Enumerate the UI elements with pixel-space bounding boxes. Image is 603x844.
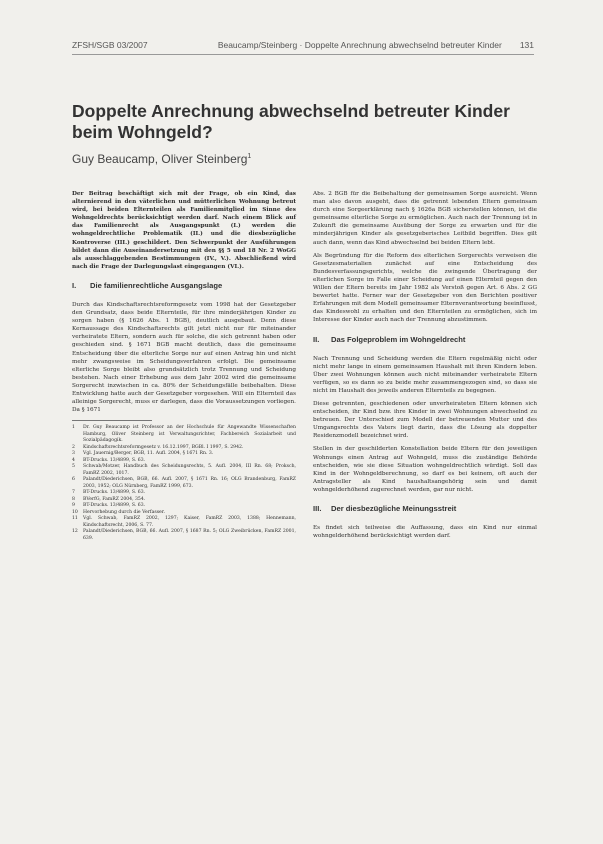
author-footnote-mark: 1 (247, 153, 252, 160)
footnote-number: 4 (72, 457, 75, 463)
article-authors (72, 152, 251, 166)
body-paragraph: Diese getrennten, geschiedenen oder unverheirateten Eltern können sich entscheiden, ihr Kind bzw. ihre Kinder in zwei Wohnungen abwechselnd zu betreuen. Der Unterschied zum Modell der betreuenden Mutter und des Umgangsrechts des Vaters liegt darin, dass die Lösung als doppelter Residenzmodell bezeichnet wird. (313, 400, 537, 440)
footnote (72, 464, 296, 477)
left-column (72, 190, 296, 542)
section-title: Das Folgeproblem im Wohngeldrecht (331, 334, 466, 344)
section-number: I. (72, 280, 77, 290)
journal-label: ZFSH/SGB 03/2007 (72, 40, 148, 50)
body-paragraph: Nach Trennung und Scheidung werden die Eltern regelmäßig nicht oder nicht mehr lange in einem gemeinsamen Haushalt mit ihren Kindern leben. Über zwei Wohnungen können auch nicht miteinander verheiratete Eltern verfügen, so es dann so zu beide mehr zusammengezogen sind, so dass sie nicht im Haushalt des jeweils anderen Elternteils zu begegnen. (313, 355, 537, 394)
footnote-text: BT-Drucks. 13/4899, S. 63. (83, 503, 146, 509)
body-paragraph: Abs. 2 BGB für die Beibehaltung der gemeinsamen Sorge ausreicht. Wenn man also davon ausgeht, dass die getrennt lebenden Eltern gemeinsam durch eine Sorgeerklärung nach § 1626a BGB sicherstellen können, ist die gemeinsame elterliche Sorge zu ermöglichen. Auch nach der Trennung ist in Zukunft die gemeinsame Ausübung der Sorge zu erwarten und für die minderjährigen Kinder als gesetzgeberisches Leitbild begriffen. Dies gilt auch dann, wenn das Kind abwechselnd bei beiden Eltern lebt. (313, 191, 537, 246)
footnote-number: 5 (72, 464, 75, 470)
section-title: Der diesbezügliche Meinungsstreit (331, 504, 457, 513)
footnote-text: BT-Drucks. 13/4899, S. 63. (83, 490, 146, 496)
footnote (72, 516, 296, 529)
footnote (72, 425, 296, 445)
footnote-number: 2 (72, 444, 75, 450)
footnotes (72, 425, 296, 542)
running-title: Beaucamp/Steinberg · Doppelte Anrechnung abwechselnd betreuter Kinder (217, 40, 502, 50)
section-heading-3 (313, 504, 537, 514)
footnote (72, 529, 296, 542)
footnote-text: BVerfG, FamRZ 2004, 354. (83, 496, 146, 502)
footnote-text: Kindschaftsrechtsreformgesetz v. 16.12.1997, BGBl. I 1997, S. 2942. (83, 444, 244, 450)
footnote-text: Schwab/Motzer, Handbuch des Scheidungsrechts, 5. Aufl. 2004, III Rn. 68; Proksch, FamRZ 2002, 1017. (83, 464, 296, 476)
body-paragraph: Es findet sich teilweise die Auffassung, dass ein Kind nur einmal wohngelderhöhend berücksichtigt werden darf. (313, 525, 537, 540)
footnote-number: 8 (72, 496, 75, 502)
footnote-number: 1 (72, 425, 75, 431)
section-heading-1 (72, 281, 296, 291)
footnote-number: 12 (72, 529, 78, 535)
footnote-divider (72, 420, 152, 421)
footnote-text: Vgl. Jauernig/Berger, BGB, 11. Aufl. 2004, § 1671 Rn. 3. (83, 451, 214, 457)
footnote-number: 11 (72, 516, 78, 522)
footnote-number: 9 (72, 503, 75, 509)
running-header (72, 40, 534, 55)
section-number: II. (313, 334, 320, 344)
footnote (72, 477, 296, 490)
footnote-number: 7 (72, 490, 75, 496)
body-paragraph: Stellen in der geschilderten Konstellation beide Eltern für den jeweiligen Wohnungs einen Antrag auf Wohngeld, muss die zuständige Behörde entscheiden, wie sie diese Situation wohngeldrechtlich würdigt. Soll das Kind in der Wohngeldberechnung, so darf es bei keinem, oft auch der Antragsteller als Kind haushaltsangehörig sein und damit wohngelderhöhend zugerechnet werden, gar nur nicht. (313, 446, 537, 493)
footnote-text: Vgl. Schwab, FamRZ 2002, 1297; Kaiser, FamRZ 2003, 1388; Hennemann, Kindschaftsrecht, 2006, S. 77. (83, 516, 296, 528)
footnote-text: Palandt/Diederichsen, BGB, 66. Aufl. 2007, § 1687 Rn. 5; OLG Zweibrücken, FamRZ 2001, 639. (83, 529, 296, 541)
footnote-text: Hervorhebung durch die Verfasser. (83, 509, 165, 515)
page-number: 131 (519, 40, 534, 50)
footnote-number: 3 (72, 451, 75, 457)
footnote-number: 10 (72, 509, 78, 515)
section-title: Die familienrechtliche Ausgangslage (90, 280, 223, 290)
author-names: Guy Beaucamp, Oliver Steinberg (72, 152, 248, 166)
footnote-text: Palandt/Diederichsen, BGB, 66. Aufl. 2007, § 1671 Rn. 16; OLG Brandenburg, FamRZ 2003, 1952; OLG Nürnberg, FamRZ 1999, 673. (83, 477, 296, 489)
body-paragraph: Durch das Kindschaftsrechtsreformgesetz vom 1998 hat der Gesetzgeber den Grundsatz, dass beide Elternteile, für ihre minderjährigen Kinder zu sorgen haben (§ 1626 Abs. 1 BGB), deutlich ausgebaut. Denn diese Kernaussage des Kindschaftsrechts gilt jetzt nicht nur für miteinander verheiratete Eltern, sondern auch für solche, die sich getrennt haben oder geschieden sind. § 1671 BGB macht deutlich, dass die gemeinsame Entscheidung über die elterliche Sorge nur auf einen Antrag hin und nicht mehr zwangsweise im Scheidungsverfahren erfolgt. Die gemeinsame elterliche Sorge bleibt also grundsätzlich trotz Trennung und Scheidung bestehen. Nach einer Erhebung aus dem Jahr 2002 wird die gemeinsame Sorgerecht inzwischen in ca. 80% der Scheidungsfälle beibehalten. Diese Entwicklung hatte auch der Gesetzgeber vorgesehen. Will ein Elternteil das alleinige Sorgerecht, muss er darlegen, dass die Voraussetzungen vorliegen. Da § 1671 (72, 301, 296, 414)
footnote-text: Dr. Guy Beaucamp ist Professor an der Hochschule für Angewandte Wissenschaften Hamburg, Oliver Steinberg ist Verwaltungsrichter, Fachbereich Sozialarbeit und Sozialpädagogik. (83, 425, 296, 444)
body-paragraph: Als Begründung für die Reform des elterlichen Sorgerechts verweisen die Gesetzesmaterialien zunächst auf eine Entscheidung des Bundesverfassungsgerichts, welche die zwingende Übertragung der elterlichen Sorge im Falle einer Scheidung auf einen Elternteil gegen den Willen der Eltern bereits im Jahr 1982 als Verstoß gegen Art. 6 Abs. 2 GG bewertet hatte. Ferner war der Gesetzgeber von den Berichten positiver Erfahrungen mit dem Modell gemeinsamer Elternverantwortung beeinflusst, das Kindeswohl zu erhalten und den Elternteilen zu ermöglichen, sich im Interesse der Kinder auch nach der Trennung abzustimmen. (313, 252, 537, 324)
right-column (313, 190, 537, 545)
section-number: III. (313, 504, 322, 513)
article-title: Doppelte Anrechnung abwechselnd betreuter Kinder beim Wohngeld? (72, 101, 510, 142)
footnote-text: BT-Drucks. 13/4899, S. 63. (83, 457, 146, 463)
abstract: Der Beitrag beschäftigt sich mit der Frage, ob ein Kind, das alternierend in den väterlichen und mütterlichen Wohnung betreut wird, bei beiden Elternteilen als Familienmitglied im Sinne des Wohngeldrechts berücksichtigt werden darf. Nach einem Blick auf das Familienrecht als Ausgangspunkt (I.) werden die wohngeldrechtliche Problematik (II.) und die diesbezügliche Kontroverse (III.) geschildert. Den Schwerpunkt der Ausführungen bildet dann die Auseinandersetzung mit den §§ 5 und 18 Nr. 2 WoGG als ausschlaggebenden Bestimmungen (IV., V.). Abschließend wird nach die Frage der Darlegungslast eingegangen (VI.). (72, 191, 296, 270)
footnote-number: 6 (72, 477, 75, 483)
section-heading-2 (313, 335, 537, 345)
